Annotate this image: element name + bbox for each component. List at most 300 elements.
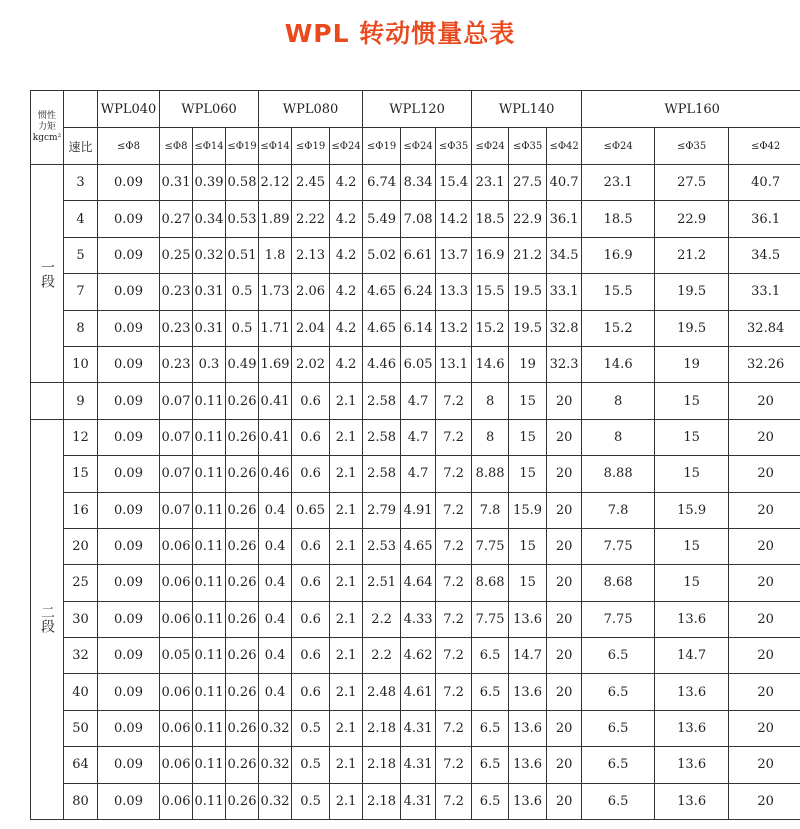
inertia-value-cell: 0.09 bbox=[98, 419, 160, 455]
inertia-value-cell: 6.5 bbox=[582, 674, 655, 710]
inertia-value-cell: 7.2 bbox=[436, 565, 472, 601]
inertia-value-cell: 15 bbox=[509, 565, 547, 601]
inertia-value-cell: 0.32 bbox=[259, 783, 292, 819]
table-row bbox=[31, 492, 800, 528]
inertia-value-cell: 13.3 bbox=[436, 274, 472, 310]
inertia-value-cell: 15 bbox=[655, 419, 729, 455]
inertia-value-cell: 18.5 bbox=[472, 201, 509, 237]
inertia-value-cell: 0.09 bbox=[98, 747, 160, 783]
inertia-value-cell: 6.5 bbox=[582, 710, 655, 746]
inertia-value-cell: 0.06 bbox=[160, 528, 193, 564]
inertia-value-cell: 0.34 bbox=[193, 201, 226, 237]
shaft-size-header: ≤Φ24 bbox=[472, 128, 509, 165]
inertia-value-cell: 7.2 bbox=[436, 710, 472, 746]
inertia-value-cell: 15.2 bbox=[472, 310, 509, 346]
shaft-size-header: ≤Φ14 bbox=[259, 128, 292, 165]
inertia-value-cell: 20 bbox=[547, 674, 582, 710]
ratio-cell: 80 bbox=[64, 783, 98, 819]
table-row bbox=[31, 638, 800, 674]
inertia-value-cell: 0.26 bbox=[226, 601, 259, 637]
inertia-value-cell: 0.32 bbox=[259, 747, 292, 783]
inertia-value-cell: 0.58 bbox=[226, 165, 259, 201]
inertia-value-cell: 16.9 bbox=[472, 237, 509, 273]
inertia-value-cell: 2.13 bbox=[292, 237, 330, 273]
table-row bbox=[31, 310, 800, 346]
shaft-size-header: ≤Φ19 bbox=[226, 128, 259, 165]
corner-label-inertia: 惯性 bbox=[37, 111, 56, 121]
shaft-size-header: ≤Φ35 bbox=[436, 128, 472, 165]
inertia-value-cell: 6.74 bbox=[363, 165, 401, 201]
shaft-size-header: ≤Φ19 bbox=[363, 128, 401, 165]
model-header: WPL080 bbox=[259, 91, 363, 128]
inertia-value-cell: 2.1 bbox=[330, 383, 363, 419]
inertia-value-cell: 0.5 bbox=[292, 747, 330, 783]
inertia-value-cell: 20 bbox=[729, 710, 800, 746]
table-row bbox=[31, 274, 800, 310]
inertia-value-cell: 18.5 bbox=[582, 201, 655, 237]
inertia-value-cell: 0.07 bbox=[160, 383, 193, 419]
inertia-value-cell: 20 bbox=[729, 674, 800, 710]
inertia-value-cell: 2.45 bbox=[292, 165, 330, 201]
inertia-value-cell: 13.6 bbox=[509, 710, 547, 746]
inertia-value-cell: 0.5 bbox=[292, 710, 330, 746]
inertia-value-cell: 2.1 bbox=[330, 419, 363, 455]
inertia-value-cell: 20 bbox=[547, 601, 582, 637]
inertia-value-cell: 19 bbox=[509, 346, 547, 382]
inertia-value-cell: 4.2 bbox=[330, 274, 363, 310]
inertia-value-cell: 8 bbox=[472, 383, 509, 419]
inertia-value-cell: 15 bbox=[509, 383, 547, 419]
inertia-value-cell: 34.5 bbox=[547, 237, 582, 273]
inertia-value-cell: 2.1 bbox=[330, 674, 363, 710]
inertia-value-cell: 20 bbox=[729, 565, 800, 601]
inertia-value-cell: 0.09 bbox=[98, 310, 160, 346]
inertia-value-cell: 0.26 bbox=[226, 674, 259, 710]
inertia-value-cell: 0.06 bbox=[160, 601, 193, 637]
inertia-value-cell: 6.5 bbox=[582, 638, 655, 674]
inertia-value-cell: 2.18 bbox=[363, 783, 401, 819]
inertia-value-cell: 21.2 bbox=[509, 237, 547, 273]
table-row bbox=[31, 237, 800, 273]
inertia-value-cell: 4.31 bbox=[401, 783, 436, 819]
inertia-value-cell: 4.65 bbox=[401, 528, 436, 564]
inertia-value-cell: 0.11 bbox=[193, 747, 226, 783]
table-row bbox=[31, 165, 800, 201]
inertia-value-cell: 15 bbox=[509, 419, 547, 455]
inertia-value-cell: 20 bbox=[547, 638, 582, 674]
inertia-value-cell: 0.11 bbox=[193, 565, 226, 601]
shaft-size-header: ≤Φ35 bbox=[509, 128, 547, 165]
inertia-value-cell: 4.2 bbox=[330, 201, 363, 237]
inertia-value-cell: 15 bbox=[655, 565, 729, 601]
table-row bbox=[31, 674, 800, 710]
ratio-header: 速比 bbox=[64, 128, 98, 165]
inertia-value-cell: 0.27 bbox=[160, 201, 193, 237]
inertia-value-cell: 15.5 bbox=[582, 274, 655, 310]
inertia-value-cell: 0.46 bbox=[259, 456, 292, 492]
inertia-value-cell: 2.06 bbox=[292, 274, 330, 310]
ratio-cell: 3 bbox=[64, 165, 98, 201]
inertia-value-cell: 0.11 bbox=[193, 601, 226, 637]
inertia-value-cell: 7.75 bbox=[472, 528, 509, 564]
inertia-value-cell: 0.3 bbox=[193, 346, 226, 382]
inertia-value-cell: 0.09 bbox=[98, 565, 160, 601]
inertia-value-cell: 6.14 bbox=[401, 310, 436, 346]
inertia-value-cell: 0.6 bbox=[292, 528, 330, 564]
table-row bbox=[31, 346, 800, 382]
inertia-value-cell: 0.07 bbox=[160, 419, 193, 455]
ratio-cell: 16 bbox=[64, 492, 98, 528]
inertia-value-cell: 8.68 bbox=[582, 565, 655, 601]
table-row bbox=[31, 419, 800, 455]
inertia-value-cell: 4.46 bbox=[363, 346, 401, 382]
inertia-value-cell: 0.06 bbox=[160, 565, 193, 601]
inertia-value-cell: 20 bbox=[547, 528, 582, 564]
shaft-size-header: ≤Φ8 bbox=[98, 128, 160, 165]
inertia-value-cell: 7.2 bbox=[436, 528, 472, 564]
shaft-size-header: ≤Φ42 bbox=[547, 128, 582, 165]
inertia-value-cell: 8 bbox=[472, 419, 509, 455]
model-header-row bbox=[31, 91, 800, 128]
shaft-size-header: ≤Φ19 bbox=[292, 128, 330, 165]
inertia-value-cell: 0.09 bbox=[98, 165, 160, 201]
inertia-value-cell: 0.5 bbox=[226, 274, 259, 310]
ratio-cell: 50 bbox=[64, 710, 98, 746]
table-row bbox=[31, 528, 800, 564]
shaft-size-header: ≤Φ8 bbox=[160, 128, 193, 165]
inertia-value-cell: 20 bbox=[729, 638, 800, 674]
ratio-cell: 10 bbox=[64, 346, 98, 382]
inertia-value-cell: 22.9 bbox=[509, 201, 547, 237]
inertia-value-cell: 0.41 bbox=[259, 419, 292, 455]
ratio-cell: 4 bbox=[64, 201, 98, 237]
inertia-value-cell: 0.4 bbox=[259, 601, 292, 637]
shaft-size-header: ≤Φ24 bbox=[582, 128, 655, 165]
inertia-value-cell: 0.26 bbox=[226, 638, 259, 674]
inertia-value-cell: 14.7 bbox=[509, 638, 547, 674]
ratio-cell: 40 bbox=[64, 674, 98, 710]
inertia-value-cell: 0.6 bbox=[292, 674, 330, 710]
inertia-value-cell: 4.7 bbox=[401, 419, 436, 455]
corner-label-unit: kgcm² bbox=[32, 133, 62, 143]
inertia-value-cell: 7.75 bbox=[582, 601, 655, 637]
inertia-value-cell: 15 bbox=[655, 528, 729, 564]
ratio-cell: 20 bbox=[64, 528, 98, 564]
inertia-value-cell: 40.7 bbox=[547, 165, 582, 201]
inertia-value-cell: 20 bbox=[547, 492, 582, 528]
inertia-value-cell: 0.53 bbox=[226, 201, 259, 237]
shaft-size-header: ≤Φ24 bbox=[330, 128, 363, 165]
inertia-value-cell: 4.31 bbox=[401, 710, 436, 746]
inertia-value-cell: 0.6 bbox=[292, 638, 330, 674]
inertia-value-cell: 40.7 bbox=[729, 165, 800, 201]
ratio-cell: 7 bbox=[64, 274, 98, 310]
inertia-value-cell: 0.09 bbox=[98, 601, 160, 637]
stage-blank-cell bbox=[31, 383, 64, 419]
inertia-value-cell: 1.71 bbox=[259, 310, 292, 346]
inertia-value-cell: 2.18 bbox=[363, 747, 401, 783]
model-header: WPL120 bbox=[363, 91, 472, 128]
inertia-value-cell: 0.26 bbox=[226, 419, 259, 455]
inertia-value-cell: 4.7 bbox=[401, 456, 436, 492]
inertia-value-cell: 0.5 bbox=[226, 310, 259, 346]
corner-label-cell bbox=[31, 91, 64, 165]
table-row bbox=[31, 201, 800, 237]
inertia-value-cell: 20 bbox=[729, 383, 800, 419]
inertia-value-cell: 2.2 bbox=[363, 638, 401, 674]
inertia-value-cell: 0.26 bbox=[226, 783, 259, 819]
inertia-value-cell: 0.09 bbox=[98, 201, 160, 237]
inertia-value-cell: 15 bbox=[655, 383, 729, 419]
inertia-value-cell: 0.11 bbox=[193, 383, 226, 419]
inertia-value-cell: 20 bbox=[547, 419, 582, 455]
model-header: WPL060 bbox=[160, 91, 259, 128]
inertia-value-cell: 14.2 bbox=[436, 201, 472, 237]
inertia-value-cell: 6.5 bbox=[472, 783, 509, 819]
inertia-value-cell: 7.2 bbox=[436, 419, 472, 455]
inertia-value-cell: 32.3 bbox=[547, 346, 582, 382]
inertia-table bbox=[30, 90, 800, 820]
inertia-value-cell: 4.65 bbox=[363, 310, 401, 346]
inertia-value-cell: 15.9 bbox=[655, 492, 729, 528]
inertia-value-cell: 15.5 bbox=[472, 274, 509, 310]
inertia-value-cell: 0.4 bbox=[259, 638, 292, 674]
table-row bbox=[31, 565, 800, 601]
inertia-value-cell: 0.26 bbox=[226, 565, 259, 601]
inertia-value-cell: 8.34 bbox=[401, 165, 436, 201]
inertia-value-cell: 4.33 bbox=[401, 601, 436, 637]
inertia-value-cell: 0.07 bbox=[160, 492, 193, 528]
inertia-value-cell: 0.32 bbox=[193, 237, 226, 273]
blank-header-cell bbox=[64, 91, 98, 128]
inertia-value-cell: 13.6 bbox=[655, 674, 729, 710]
inertia-value-cell: 0.39 bbox=[193, 165, 226, 201]
inertia-value-cell: 0.51 bbox=[226, 237, 259, 273]
inertia-value-cell: 15 bbox=[509, 528, 547, 564]
inertia-value-cell: 0.06 bbox=[160, 783, 193, 819]
inertia-value-cell: 0.26 bbox=[226, 492, 259, 528]
inertia-value-cell: 1.89 bbox=[259, 201, 292, 237]
inertia-value-cell: 20 bbox=[729, 419, 800, 455]
inertia-value-cell: 7.8 bbox=[472, 492, 509, 528]
inertia-value-cell: 19.5 bbox=[655, 310, 729, 346]
inertia-value-cell: 20 bbox=[547, 383, 582, 419]
inertia-value-cell: 27.5 bbox=[655, 165, 729, 201]
inertia-value-cell: 1.73 bbox=[259, 274, 292, 310]
inertia-value-cell: 7.2 bbox=[436, 383, 472, 419]
inertia-value-cell: 0.6 bbox=[292, 419, 330, 455]
inertia-value-cell: 13.6 bbox=[655, 783, 729, 819]
inertia-value-cell: 2.04 bbox=[292, 310, 330, 346]
ratio-cell: 64 bbox=[64, 747, 98, 783]
ratio-cell: 9 bbox=[64, 383, 98, 419]
inertia-value-cell: 2.1 bbox=[330, 601, 363, 637]
inertia-value-cell: 0.09 bbox=[98, 783, 160, 819]
inertia-value-cell: 7.2 bbox=[436, 638, 472, 674]
inertia-value-cell: 2.1 bbox=[330, 783, 363, 819]
inertia-value-cell: 7.75 bbox=[582, 528, 655, 564]
table-row bbox=[31, 747, 800, 783]
inertia-value-cell: 23.1 bbox=[472, 165, 509, 201]
inertia-value-cell: 20 bbox=[729, 492, 800, 528]
inertia-value-cell: 0.09 bbox=[98, 638, 160, 674]
inertia-value-cell: 15.2 bbox=[582, 310, 655, 346]
inertia-value-cell: 6.5 bbox=[472, 710, 509, 746]
ratio-cell: 8 bbox=[64, 310, 98, 346]
inertia-value-cell: 2.58 bbox=[363, 419, 401, 455]
inertia-value-cell: 2.1 bbox=[330, 747, 363, 783]
table-row bbox=[31, 783, 800, 819]
inertia-value-cell: 4.65 bbox=[363, 274, 401, 310]
inertia-value-cell: 0.41 bbox=[259, 383, 292, 419]
table-row bbox=[31, 601, 800, 637]
inertia-value-cell: 2.1 bbox=[330, 528, 363, 564]
inertia-value-cell: 14.6 bbox=[472, 346, 509, 382]
table-row bbox=[31, 456, 800, 492]
inertia-value-cell: 2.1 bbox=[330, 638, 363, 674]
ratio-cell: 12 bbox=[64, 419, 98, 455]
ratio-cell: 15 bbox=[64, 456, 98, 492]
inertia-value-cell: 15 bbox=[655, 456, 729, 492]
inertia-value-cell: 13.7 bbox=[436, 237, 472, 273]
inertia-value-cell: 15 bbox=[509, 456, 547, 492]
shaft-size-row bbox=[31, 128, 800, 165]
inertia-value-cell: 13.6 bbox=[655, 710, 729, 746]
inertia-value-cell: 0.06 bbox=[160, 710, 193, 746]
inertia-value-cell: 6.5 bbox=[582, 783, 655, 819]
inertia-value-cell: 0.31 bbox=[193, 274, 226, 310]
inertia-value-cell: 36.1 bbox=[729, 201, 800, 237]
inertia-value-cell: 0.23 bbox=[160, 310, 193, 346]
inertia-value-cell: 4.2 bbox=[330, 346, 363, 382]
inertia-value-cell: 4.62 bbox=[401, 638, 436, 674]
inertia-value-cell: 7.2 bbox=[436, 456, 472, 492]
inertia-value-cell: 22.9 bbox=[655, 201, 729, 237]
inertia-value-cell: 0.31 bbox=[160, 165, 193, 201]
inertia-value-cell: 13.6 bbox=[509, 747, 547, 783]
inertia-value-cell: 0.26 bbox=[226, 456, 259, 492]
inertia-value-cell: 6.5 bbox=[472, 747, 509, 783]
inertia-value-cell: 0.09 bbox=[98, 674, 160, 710]
inertia-value-cell: 4.64 bbox=[401, 565, 436, 601]
inertia-value-cell: 0.11 bbox=[193, 528, 226, 564]
inertia-value-cell: 14.6 bbox=[582, 346, 655, 382]
inertia-value-cell: 0.4 bbox=[259, 674, 292, 710]
inertia-value-cell: 13.6 bbox=[509, 783, 547, 819]
inertia-value-cell: 4.31 bbox=[401, 747, 436, 783]
inertia-value-cell: 0.09 bbox=[98, 528, 160, 564]
inertia-value-cell: 13.6 bbox=[655, 601, 729, 637]
inertia-value-cell: 6.05 bbox=[401, 346, 436, 382]
inertia-value-cell: 7.2 bbox=[436, 747, 472, 783]
inertia-value-cell: 15.4 bbox=[436, 165, 472, 201]
inertia-value-cell: 0.09 bbox=[98, 383, 160, 419]
ratio-cell: 5 bbox=[64, 237, 98, 273]
inertia-value-cell: 20 bbox=[729, 747, 800, 783]
inertia-value-cell: 2.12 bbox=[259, 165, 292, 201]
inertia-value-cell: 33.1 bbox=[729, 274, 800, 310]
inertia-value-cell: 0.5 bbox=[292, 783, 330, 819]
corner-label-moment: 力矩 bbox=[37, 122, 56, 132]
inertia-value-cell: 4.2 bbox=[330, 310, 363, 346]
inertia-value-cell: 4.2 bbox=[330, 237, 363, 273]
inertia-value-cell: 0.6 bbox=[292, 601, 330, 637]
inertia-value-cell: 0.09 bbox=[98, 492, 160, 528]
inertia-value-cell: 6.5 bbox=[472, 638, 509, 674]
inertia-value-cell: 2.53 bbox=[363, 528, 401, 564]
inertia-value-cell: 13.1 bbox=[436, 346, 472, 382]
inertia-value-cell: 0.09 bbox=[98, 274, 160, 310]
inertia-value-cell: 32.26 bbox=[729, 346, 800, 382]
inertia-value-cell: 32.8 bbox=[547, 310, 582, 346]
inertia-value-cell: 0.11 bbox=[193, 674, 226, 710]
inertia-value-cell: 20 bbox=[547, 565, 582, 601]
inertia-value-cell: 0.09 bbox=[98, 710, 160, 746]
inertia-value-cell: 7.8 bbox=[582, 492, 655, 528]
inertia-value-cell: 2.1 bbox=[330, 565, 363, 601]
inertia-value-cell: 20 bbox=[729, 456, 800, 492]
inertia-value-cell: 2.1 bbox=[330, 456, 363, 492]
inertia-value-cell: 21.2 bbox=[655, 237, 729, 273]
inertia-value-cell: 2.51 bbox=[363, 565, 401, 601]
inertia-value-cell: 2.2 bbox=[363, 601, 401, 637]
inertia-value-cell: 0.4 bbox=[259, 492, 292, 528]
inertia-value-cell: 0.09 bbox=[98, 456, 160, 492]
inertia-value-cell: 7.08 bbox=[401, 201, 436, 237]
inertia-value-cell: 20 bbox=[547, 783, 582, 819]
inertia-value-cell: 0.06 bbox=[160, 674, 193, 710]
inertia-value-cell: 8.68 bbox=[472, 565, 509, 601]
inertia-value-cell: 13.6 bbox=[509, 601, 547, 637]
inertia-value-cell: 7.2 bbox=[436, 783, 472, 819]
inertia-value-cell: 0.23 bbox=[160, 274, 193, 310]
inertia-value-cell: 0.6 bbox=[292, 565, 330, 601]
inertia-value-cell: 20 bbox=[729, 783, 800, 819]
inertia-value-cell: 20 bbox=[729, 601, 800, 637]
inertia-value-cell: 6.5 bbox=[582, 747, 655, 783]
inertia-value-cell: 20 bbox=[547, 456, 582, 492]
shaft-size-header: ≤Φ42 bbox=[729, 128, 800, 165]
inertia-value-cell: 0.26 bbox=[226, 710, 259, 746]
inertia-value-cell: 2.1 bbox=[330, 492, 363, 528]
inertia-value-cell: 6.61 bbox=[401, 237, 436, 273]
inertia-value-cell: 0.05 bbox=[160, 638, 193, 674]
inertia-value-cell: 8.88 bbox=[472, 456, 509, 492]
inertia-value-cell: 0.26 bbox=[226, 528, 259, 564]
inertia-value-cell: 2.18 bbox=[363, 710, 401, 746]
model-header: WPL140 bbox=[472, 91, 582, 128]
ratio-cell: 25 bbox=[64, 565, 98, 601]
ratio-cell: 30 bbox=[64, 601, 98, 637]
inertia-value-cell: 2.1 bbox=[330, 710, 363, 746]
inertia-value-cell: 0.4 bbox=[259, 528, 292, 564]
inertia-value-cell: 15.9 bbox=[509, 492, 547, 528]
inertia-value-cell: 7.2 bbox=[436, 601, 472, 637]
model-header: WPL160 bbox=[582, 91, 800, 128]
inertia-value-cell: 34.5 bbox=[729, 237, 800, 273]
stage-two-label: 二段 bbox=[31, 419, 64, 819]
inertia-value-cell: 20 bbox=[547, 747, 582, 783]
inertia-value-cell: 19.5 bbox=[509, 274, 547, 310]
shaft-size-header: ≤Φ35 bbox=[655, 128, 729, 165]
inertia-value-cell: 13.6 bbox=[509, 674, 547, 710]
inertia-value-cell: 1.8 bbox=[259, 237, 292, 273]
model-header: WPL040 bbox=[98, 91, 160, 128]
ratio-cell: 32 bbox=[64, 638, 98, 674]
inertia-value-cell: 0.6 bbox=[292, 383, 330, 419]
shaft-size-header: ≤Φ24 bbox=[401, 128, 436, 165]
inertia-value-cell: 0.26 bbox=[226, 383, 259, 419]
